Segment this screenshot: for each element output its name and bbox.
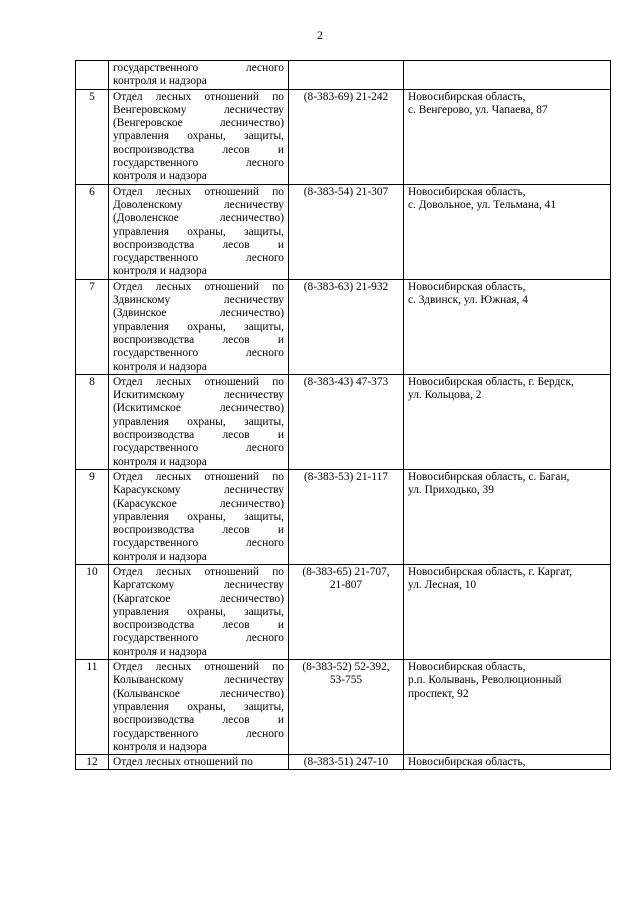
address-line: проспект, 92 bbox=[408, 687, 469, 700]
department-line: контроля и надзора bbox=[113, 455, 207, 468]
department-line: Искитимскому лесничеству bbox=[113, 389, 284, 402]
department-line: Отдел лесных отношений по bbox=[113, 280, 284, 293]
department-line: государственного лесного bbox=[113, 62, 284, 74]
address-cell bbox=[404, 755, 611, 770]
row-number: 11 bbox=[86, 661, 98, 674]
row-number: 9 bbox=[89, 470, 95, 483]
department-line: Здвинскому лесничеству bbox=[113, 294, 284, 307]
department-cell bbox=[109, 89, 289, 184]
phone-line: (8-383-69) 21-242 bbox=[303, 90, 389, 103]
address-line: ул. Приходько, 39 bbox=[408, 484, 494, 497]
department-line: (Каргатское лесничество) bbox=[113, 592, 284, 605]
row-number: 5 bbox=[89, 90, 95, 103]
department-line: управления охраны, защиты, bbox=[113, 700, 284, 713]
department-line: (Доволенское лесничество) bbox=[113, 212, 284, 225]
table-row bbox=[76, 184, 611, 279]
phone-line: (8-383-43) 47-373 bbox=[303, 375, 389, 388]
phone-line: (8-383-52) 52-392, bbox=[302, 661, 390, 674]
table-row bbox=[76, 374, 611, 469]
department-line: контроля и надзора bbox=[113, 360, 207, 373]
department-line: контроля и надзора bbox=[113, 75, 207, 88]
department-line: воспроизводства лесов и bbox=[113, 333, 284, 346]
address-cell bbox=[404, 89, 611, 184]
department-line: Отдел лесных отношений по bbox=[113, 375, 284, 388]
department-line: воспроизводства лесов и bbox=[113, 714, 284, 727]
department-line: контроля и надзора bbox=[113, 645, 207, 658]
department-line: управления охраны, защиты, bbox=[113, 415, 284, 428]
page-number: 2 bbox=[317, 28, 323, 42]
phone-cell bbox=[289, 61, 404, 90]
department-cell bbox=[109, 564, 289, 659]
address-cell bbox=[404, 184, 611, 279]
table-row bbox=[76, 564, 611, 659]
phone-line: (8-383-65) 21-707, bbox=[302, 565, 390, 578]
address-cell bbox=[404, 660, 611, 755]
phone-cell bbox=[289, 564, 404, 659]
address-cell bbox=[404, 61, 611, 90]
address-line: Новосибирская область, bbox=[408, 280, 526, 293]
department-line: управления охраны, защиты, bbox=[113, 225, 284, 238]
phone-cell bbox=[289, 374, 404, 469]
department-line: государственного лесного bbox=[113, 727, 284, 740]
department-cell bbox=[109, 184, 289, 279]
department-line: управления охраны, защиты, bbox=[113, 605, 284, 618]
department-line: управления охраны, защиты, bbox=[113, 320, 284, 333]
row-number: 12 bbox=[86, 756, 98, 769]
table-row bbox=[76, 61, 611, 90]
department-line: государственного лесного bbox=[113, 442, 284, 455]
address-line: Новосибирская область, г. Каргат, bbox=[408, 565, 573, 578]
address-line: ул. Кольцова, 2 bbox=[408, 389, 482, 402]
row-number: 10 bbox=[86, 565, 98, 578]
row-number-cell bbox=[76, 374, 109, 469]
address-line: Новосибирская область, bbox=[408, 661, 526, 674]
address-cell bbox=[404, 469, 611, 564]
address-line: Новосибирская область, с. Баган, bbox=[408, 470, 570, 483]
row-number: 8 bbox=[89, 375, 95, 388]
phone-line: (8-383-53) 21-117 bbox=[303, 470, 389, 483]
department-cell bbox=[109, 660, 289, 755]
department-line: контроля и надзора bbox=[113, 170, 207, 183]
address-line: Новосибирская область, г. Бердск, bbox=[408, 375, 574, 388]
row-number-cell bbox=[76, 61, 109, 90]
address-line: с. Венгерово, ул. Чапаева, 87 bbox=[408, 103, 548, 116]
department-line: Отдел лесных отношений по bbox=[113, 756, 253, 769]
phone-line: (8-383-51) 247-10 bbox=[303, 756, 389, 769]
department-cell bbox=[109, 279, 289, 374]
row-number: 7 bbox=[89, 280, 95, 293]
department-line: Отдел лесных отношений по bbox=[113, 661, 284, 674]
department-line: воспроизводства лесов и bbox=[113, 143, 284, 156]
department-line: (Карасукское лесничество) bbox=[113, 497, 284, 510]
address-cell bbox=[404, 374, 611, 469]
department-line: государственного лесного bbox=[113, 347, 284, 360]
row-number-cell bbox=[76, 279, 109, 374]
table-row bbox=[76, 469, 611, 564]
department-line: Отдел лесных отношений по bbox=[113, 565, 284, 578]
phone-cell bbox=[289, 660, 404, 755]
department-line: государственного лесного bbox=[113, 252, 284, 265]
department-line: контроля и надзора bbox=[113, 740, 207, 753]
address-line: Новосибирская область, bbox=[408, 185, 526, 198]
table-body bbox=[76, 61, 611, 770]
row-number-cell bbox=[76, 564, 109, 659]
department-line: (Здвинское лесничество) bbox=[113, 307, 284, 320]
department-line: Отдел лесных отношений по bbox=[113, 470, 284, 483]
address-line: р.п. Колывань, Революционный bbox=[408, 674, 562, 687]
table-row bbox=[76, 660, 611, 755]
row-number-cell bbox=[76, 89, 109, 184]
department-line: (Колыванское лесничество) bbox=[113, 687, 284, 700]
department-line: Отдел лесных отношений по bbox=[113, 185, 284, 198]
department-line: Колыванскому лесничеству bbox=[113, 674, 284, 687]
row-number-cell bbox=[76, 755, 109, 770]
department-line: Карасукскому лесничеству bbox=[113, 484, 284, 497]
phone-cell bbox=[289, 279, 404, 374]
address-line: Новосибирская область, bbox=[408, 90, 526, 103]
department-line: управления охраны, защиты, bbox=[113, 130, 284, 143]
address-cell bbox=[404, 564, 611, 659]
table-row bbox=[76, 755, 611, 770]
department-line: Доволенскому лесничеству bbox=[113, 198, 284, 211]
department-line: Каргатскому лесничеству bbox=[113, 579, 284, 592]
department-line: управления охраны, защиты, bbox=[113, 510, 284, 523]
phone-line: 53-755 bbox=[329, 674, 363, 687]
table-row bbox=[76, 279, 611, 374]
department-cell bbox=[109, 374, 289, 469]
phone-cell bbox=[289, 755, 404, 770]
department-cell bbox=[109, 469, 289, 564]
address-line: с. Довольное, ул. Тельмана, 41 bbox=[408, 198, 557, 211]
phone-line: (8-383-63) 21-932 bbox=[303, 280, 389, 293]
row-number-cell bbox=[76, 469, 109, 564]
row-number-cell bbox=[76, 184, 109, 279]
row-number: 6 bbox=[89, 185, 95, 198]
phone-line: (8-383-54) 21-307 bbox=[303, 185, 389, 198]
department-cell bbox=[109, 61, 289, 90]
department-line: воспроизводства лесов и bbox=[113, 619, 284, 632]
department-line: контроля и надзора bbox=[113, 550, 207, 563]
address-line: Новосибирская область, bbox=[408, 756, 526, 769]
department-line: государственного лесного bbox=[113, 157, 284, 170]
phone-cell bbox=[289, 184, 404, 279]
phone-cell bbox=[289, 469, 404, 564]
row-number-cell bbox=[76, 660, 109, 755]
department-line: воспроизводства лесов и bbox=[113, 429, 284, 442]
address-cell bbox=[404, 279, 611, 374]
department-line: Венгеровскому лесничеству bbox=[113, 103, 284, 116]
department-line: (Искитимское лесничество) bbox=[113, 402, 284, 415]
forestry-offices-table bbox=[75, 60, 611, 770]
department-line: (Венгеровское лесничество) bbox=[113, 117, 284, 130]
department-cell bbox=[109, 755, 289, 770]
table-row bbox=[76, 89, 611, 184]
department-line: государственного лесного bbox=[113, 632, 284, 645]
department-line: Отдел лесных отношений по bbox=[113, 90, 284, 103]
department-line: контроля и надзора bbox=[113, 265, 207, 278]
phone-cell bbox=[289, 89, 404, 184]
address-line: ул. Лесная, 10 bbox=[408, 579, 477, 592]
department-line: воспроизводства лесов и bbox=[113, 238, 284, 251]
phone-line: 21-807 bbox=[329, 579, 363, 592]
department-line: государственного лесного bbox=[113, 537, 284, 550]
department-line: воспроизводства лесов и bbox=[113, 524, 284, 537]
address-line: с. Здвинск, ул. Южная, 4 bbox=[408, 294, 528, 307]
